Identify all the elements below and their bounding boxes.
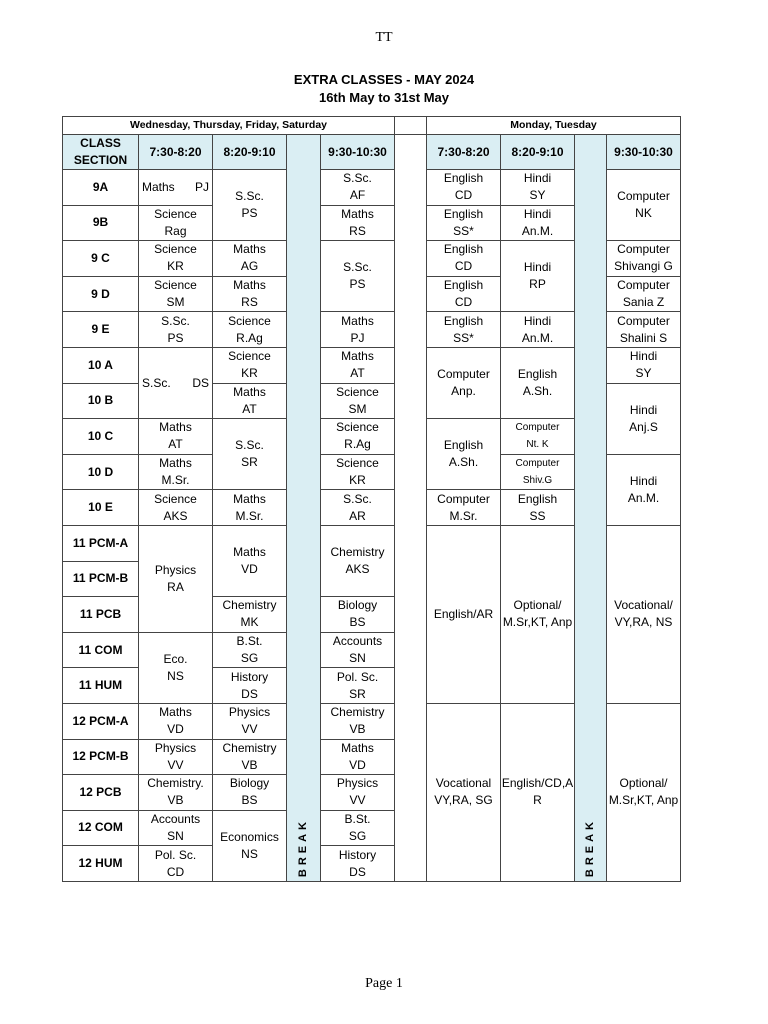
cell-teacher: PJ: [350, 330, 365, 345]
schedule-cell: [607, 348, 681, 384]
cell-subject: Science: [336, 456, 379, 471]
cell-subject: Science: [336, 384, 379, 399]
cell-teacher: VV: [349, 793, 366, 808]
col-header-p1-left: 7:30-8:20: [139, 135, 213, 170]
schedule-cell: [607, 312, 681, 348]
schedule-cell: [321, 704, 395, 740]
break-column-right: [575, 135, 607, 882]
cell-subject: Physics: [154, 562, 197, 577]
cell-teacher: SY: [635, 366, 652, 381]
schedule-cell: [321, 490, 395, 526]
cell-teacher: Rag: [164, 223, 187, 238]
section-label: 12 PCM-A: [63, 704, 139, 740]
schedule-cell: [139, 846, 213, 882]
cell-subject: Hindi: [523, 171, 552, 186]
cell-subject: Science: [154, 206, 197, 221]
cell-subject: Eco.: [163, 651, 188, 666]
schedule-cell: [139, 419, 213, 455]
schedule-cell: [213, 312, 287, 348]
section-label: 12 PCB: [63, 775, 139, 811]
cell-teacher: An.M.: [521, 223, 554, 238]
schedule-cell: [321, 312, 395, 348]
cell-teacher: SS: [529, 508, 546, 523]
cell-teacher: AT: [350, 366, 365, 381]
section-label: 10 B: [63, 384, 139, 420]
schedule-cell: [139, 775, 213, 811]
gap-column: [395, 135, 427, 882]
page-header: TT: [375, 30, 393, 45]
schedule-cell: [321, 668, 395, 704]
cell-subject: B.St.: [236, 634, 263, 649]
schedule-cell: [213, 384, 287, 420]
cell-teacher: SS*: [453, 330, 474, 345]
cell-subject: English: [443, 278, 484, 293]
cell-subject: English: [517, 367, 558, 382]
cell-subject: Maths: [233, 545, 266, 560]
section-label: 12 COM: [63, 811, 139, 847]
cell-teacher: Shiv.G: [522, 475, 553, 487]
schedule-cell: [607, 241, 681, 277]
cell-subject: Science: [154, 491, 197, 506]
cell-subject: Maths: [159, 420, 192, 435]
cell-teacher: PS: [167, 330, 184, 345]
cell-subject: Chemistry.: [147, 776, 204, 791]
cell-teacher: VV: [167, 757, 184, 772]
schedule-cell: [501, 419, 575, 455]
cell-teacher: SM: [166, 295, 185, 310]
cell-subject: Optional/: [619, 776, 668, 791]
cell-teacher: AT: [168, 437, 183, 452]
schedule-cell: [321, 348, 395, 384]
schedule-cell: [321, 455, 395, 491]
section-label: 9 C: [63, 241, 139, 277]
cell-teacher: CD: [454, 259, 473, 274]
cell-teacher: SS*: [453, 223, 474, 238]
cell-teacher: M.Sr.: [235, 508, 264, 523]
cell-teacher: NS: [167, 668, 184, 683]
schedule-cell: [139, 704, 213, 740]
cell-teacher: An.M.: [521, 330, 554, 345]
cell-subject: Chemistry: [222, 598, 277, 613]
cell-subject: Computer: [437, 491, 490, 506]
cell-teacher: VV: [241, 722, 258, 737]
cell-split: [139, 375, 212, 392]
class-header-line1: CLASS: [80, 136, 121, 150]
cell-teacher: BS: [349, 615, 366, 630]
cell-subject: English: [443, 438, 484, 453]
cell-subject: Maths: [233, 242, 266, 257]
schedule-cell: [213, 633, 287, 669]
schedule-cell: [501, 206, 575, 242]
cell-subject: Science: [228, 349, 271, 364]
cell-subject: Pol. Sc.: [154, 847, 197, 862]
cell-subject: Science: [154, 242, 197, 257]
schedule-cell: [427, 704, 501, 882]
schedule-cell: [607, 704, 681, 882]
gap-header: [395, 117, 427, 135]
col-header-p2-right: 8:20-9:10: [501, 135, 575, 170]
cell-teacher: Anj.S: [629, 419, 658, 434]
schedule-cell: [427, 170, 501, 206]
cell-subject: Maths: [233, 278, 266, 293]
cell-teacher: CD: [166, 864, 185, 879]
document-title: EXTRA CLASSES - MAY 2024: [293, 72, 475, 87]
break-label-left: BREAK: [297, 817, 309, 877]
cell-teacher: PS: [241, 206, 258, 221]
cell-subject: Maths: [142, 179, 175, 194]
section-label: 9 D: [63, 277, 139, 313]
schedule-cell: [501, 170, 575, 206]
cell-subject: Hindi: [523, 260, 552, 275]
cell-subject: Maths: [159, 705, 192, 720]
cell-teacher: VB: [167, 793, 184, 808]
schedule-cell: [427, 277, 501, 313]
schedule-cell: [139, 277, 213, 313]
schedule-cell: [139, 206, 213, 242]
cell-teacher: M.Sr,KT, Anp: [608, 793, 679, 808]
schedule-cell: [607, 526, 681, 704]
cell-teacher: VD: [241, 562, 258, 577]
break-label-right: BREAK: [584, 817, 596, 877]
schedule-cell: [501, 348, 575, 419]
schedule-cell: [427, 241, 501, 277]
cell-teacher: KR: [167, 259, 184, 274]
cell-teacher: AKS: [163, 508, 188, 523]
schedule-cell: [501, 490, 575, 526]
cell-subject: Accounts: [150, 811, 201, 826]
section-label: 10 A: [63, 348, 139, 384]
cell-subject: Computer: [515, 458, 560, 470]
cell-subject: Physics: [154, 740, 197, 755]
section-label: 10 D: [63, 455, 139, 491]
schedule-cell: [501, 704, 575, 882]
schedule-cell: [213, 348, 287, 384]
cell-subject: Optional/: [513, 598, 562, 613]
cell-teacher: SG: [240, 651, 259, 666]
schedule-cell: [139, 526, 213, 633]
schedule-cell: [321, 206, 395, 242]
cell-teacher: M.Sr.: [449, 508, 478, 523]
cell-teacher: R.Ag: [344, 437, 371, 452]
schedule-cell: [321, 775, 395, 811]
cell-teacher: M.Sr,KT, Anp: [502, 615, 573, 630]
cell-subject: Computer: [515, 422, 560, 434]
cell-teacher: DS: [192, 375, 209, 390]
cell-subject: Hindi: [629, 473, 658, 488]
cell-subject: S.Sc.: [343, 491, 372, 506]
cell-teacher: AR: [349, 508, 366, 523]
cell-subject: S.Sc.: [343, 260, 372, 275]
cell-subject: Science: [336, 420, 379, 435]
cell-teacher: CD: [454, 188, 473, 203]
cell-subject: Physics: [336, 776, 379, 791]
cell-teacher: Shalini S: [619, 330, 668, 345]
schedule-cell: [213, 241, 287, 277]
cell-teacher: SM: [348, 401, 367, 416]
timetable: [62, 116, 681, 882]
schedule-cell: [607, 384, 681, 455]
cell-subject: Hindi: [629, 402, 658, 417]
class-header-line2: SECTION: [73, 153, 128, 167]
cell-teacher: VY,RA, NS: [614, 615, 673, 630]
schedule-cell: [501, 312, 575, 348]
cell-teacher: RA: [167, 579, 184, 594]
schedule-cell: [321, 419, 395, 455]
schedule-cell: [139, 490, 213, 526]
cell-teacher: RP: [529, 277, 546, 292]
section-label: 12 HUM: [63, 846, 139, 882]
schedule-cell: [321, 526, 395, 597]
cell-subject: Maths: [233, 384, 266, 399]
cell-split: [139, 179, 212, 196]
cell-subject: Science: [154, 278, 197, 293]
cell-subject: History: [230, 669, 269, 684]
schedule-cell: [213, 811, 287, 882]
class-section-header: [63, 135, 139, 170]
section-label: 11 HUM: [63, 668, 139, 704]
cell-teacher: BS: [241, 793, 258, 808]
schedule-cell: [139, 633, 213, 704]
cell-teacher: M.Sr.: [161, 473, 190, 488]
cell-teacher: R.Ag: [236, 330, 263, 345]
group-header-right: Monday, Tuesday: [427, 117, 681, 135]
cell-teacher: Shivangi G: [614, 259, 673, 274]
col-header-p2-left: 8:20-9:10: [213, 135, 287, 170]
cell-subject: Economics: [220, 829, 279, 844]
schedule-cell: [321, 170, 395, 206]
section-label: 9B: [63, 206, 139, 242]
cell-teacher: SN: [167, 828, 184, 843]
schedule-cell: [213, 526, 287, 597]
schedule-cell: [321, 811, 395, 847]
schedule-cell: [427, 490, 501, 526]
schedule-cell: [607, 277, 681, 313]
schedule-cell: [607, 170, 681, 241]
schedule-cell: [139, 241, 213, 277]
section-label: 11 PCM-B: [63, 562, 139, 598]
cell-subject: Chemistry: [222, 740, 277, 755]
cell-teacher: KR: [241, 366, 258, 381]
cell-teacher: RS: [349, 223, 366, 238]
schedule-cell: [213, 740, 287, 776]
cell-subject: English: [443, 206, 484, 221]
cell-subject: Hindi: [629, 349, 658, 364]
cell-subject: Chemistry: [330, 705, 385, 720]
break-column-left: [287, 135, 321, 882]
schedule-cell: [139, 348, 213, 419]
schedule-cell: [501, 455, 575, 491]
cell-teacher: DS: [241, 686, 258, 701]
cell-teacher: SG: [348, 828, 367, 843]
cell-teacher: AKS: [345, 562, 370, 577]
schedule-cell: [213, 597, 287, 633]
schedule-cell: [321, 597, 395, 633]
cell-subject: S.Sc.: [235, 438, 264, 453]
cell-teacher: AG: [240, 259, 259, 274]
col-header-p1-right: 7:30-8:20: [427, 135, 501, 170]
section-label: 10 C: [63, 419, 139, 455]
cell-subject: Vocational: [435, 776, 492, 791]
cell-subject: English: [443, 242, 484, 257]
cell-subject: English: [517, 491, 558, 506]
schedule-cell: [213, 170, 287, 241]
cell-teacher: SY: [529, 188, 546, 203]
cell-teacher: AF: [349, 188, 366, 203]
cell-subject: S.Sc.: [235, 189, 264, 204]
section-label: 12 PCM-B: [63, 740, 139, 776]
cell-subject: Physics: [228, 705, 271, 720]
cell-teacher: MK: [240, 615, 259, 630]
section-label: 11 COM: [63, 633, 139, 669]
schedule-cell: [213, 668, 287, 704]
cell-teacher: Sania Z: [622, 295, 665, 310]
col-header-p3-left: 9:30-10:30: [321, 135, 395, 170]
cell-teacher: VD: [349, 757, 366, 772]
cell-teacher: A.Sh.: [522, 384, 553, 399]
cell-subject: Pol. Sc.: [336, 669, 379, 684]
cell-teacher: VB: [349, 722, 366, 737]
cell-teacher: An.M.: [627, 490, 660, 505]
cell-teacher: DS: [349, 864, 366, 879]
cell-teacher: SR: [349, 686, 366, 701]
cell-teacher: AT: [242, 401, 257, 416]
cell-teacher: CD: [454, 295, 473, 310]
cell-teacher: NK: [635, 206, 652, 221]
cell-subject: Computer: [617, 278, 670, 293]
schedule-cell: [427, 348, 501, 419]
section-label: 11 PCB: [63, 597, 139, 633]
schedule-cell: [427, 312, 501, 348]
cell-subject: English: [443, 313, 484, 328]
schedule-cell: [607, 455, 681, 526]
cell-subject: Maths: [341, 313, 374, 328]
cell-teacher: RS: [241, 295, 258, 310]
cell-teacher: KR: [349, 473, 366, 488]
schedule-cell: [321, 846, 395, 882]
cell-subject: English: [443, 171, 484, 186]
cell-teacher: PS: [349, 277, 366, 292]
document-subtitle: 16th May to 31st May: [318, 90, 450, 105]
col-header-p3-right: 9:30-10:30: [607, 135, 681, 170]
cell-subject: Accounts: [332, 634, 383, 649]
cell-subject: History: [338, 847, 377, 862]
schedule-cell: [501, 241, 575, 312]
schedule-cell: [427, 206, 501, 242]
schedule-cell: [139, 811, 213, 847]
schedule-cell: [427, 419, 501, 490]
schedule-cell: [213, 419, 287, 490]
schedule-cell: English/AR: [427, 526, 501, 704]
schedule-cell: [139, 170, 213, 206]
cell-subject: Chemistry: [330, 545, 385, 560]
cell-subject: Computer: [437, 367, 490, 382]
cell-subject: Maths: [233, 491, 266, 506]
group-header-left: Wednesday, Thursday, Friday, Saturday: [63, 117, 395, 135]
schedule-cell: [213, 490, 287, 526]
cell-teacher: VY,RA, SG: [434, 793, 493, 808]
cell-teacher: NS: [241, 846, 258, 861]
cell-teacher: Nt. K: [526, 439, 549, 451]
cell-subject: S.Sc.: [161, 313, 190, 328]
cell-teacher: R: [533, 793, 542, 808]
cell-subject: Computer: [617, 313, 670, 328]
cell-subject: Science: [228, 313, 271, 328]
schedule-cell: [321, 740, 395, 776]
section-label: 10 E: [63, 490, 139, 526]
cell-subject: B.St.: [344, 811, 371, 826]
schedule-cell: [139, 455, 213, 491]
cell-teacher: SR: [241, 455, 258, 470]
cell-teacher: A.Sh.: [448, 455, 479, 470]
schedule-cell: [139, 312, 213, 348]
cell-subject: Computer: [617, 242, 670, 257]
cell-subject: Hindi: [523, 206, 552, 221]
cell-subject: Maths: [159, 456, 192, 471]
cell-subject: Vocational/: [614, 598, 673, 613]
section-label: 9A: [63, 170, 139, 206]
cell-teacher: VD: [167, 722, 184, 737]
schedule-cell: [213, 775, 287, 811]
section-label: 11 PCM-A: [63, 526, 139, 562]
schedule-cell: [321, 384, 395, 420]
cell-subject: English/CD,A: [501, 776, 574, 791]
cell-subject: Biology: [337, 598, 378, 613]
cell-teacher: Anp.: [451, 384, 476, 399]
cell-subject: S.Sc.: [142, 375, 171, 390]
schedule-cell: [213, 704, 287, 740]
section-label: 9 E: [63, 312, 139, 348]
cell-subject: Biology: [229, 776, 270, 791]
cell-subject: Maths: [341, 349, 374, 364]
schedule-cell: [321, 633, 395, 669]
cell-teacher: VB: [241, 757, 258, 772]
schedule-cell: [501, 526, 575, 704]
cell-subject: Maths: [341, 740, 374, 755]
schedule-cell: [321, 241, 395, 312]
schedule-cell: [213, 277, 287, 313]
cell-teacher: PJ: [194, 179, 209, 194]
cell-subject: Computer: [617, 189, 670, 204]
schedule-cell: [139, 740, 213, 776]
cell-subject: S.Sc.: [343, 171, 372, 186]
cell-subject: Hindi: [523, 313, 552, 328]
cell-subject: Maths: [341, 206, 374, 221]
page-footer: Page 1: [365, 976, 403, 991]
cell-teacher: SN: [349, 651, 366, 666]
